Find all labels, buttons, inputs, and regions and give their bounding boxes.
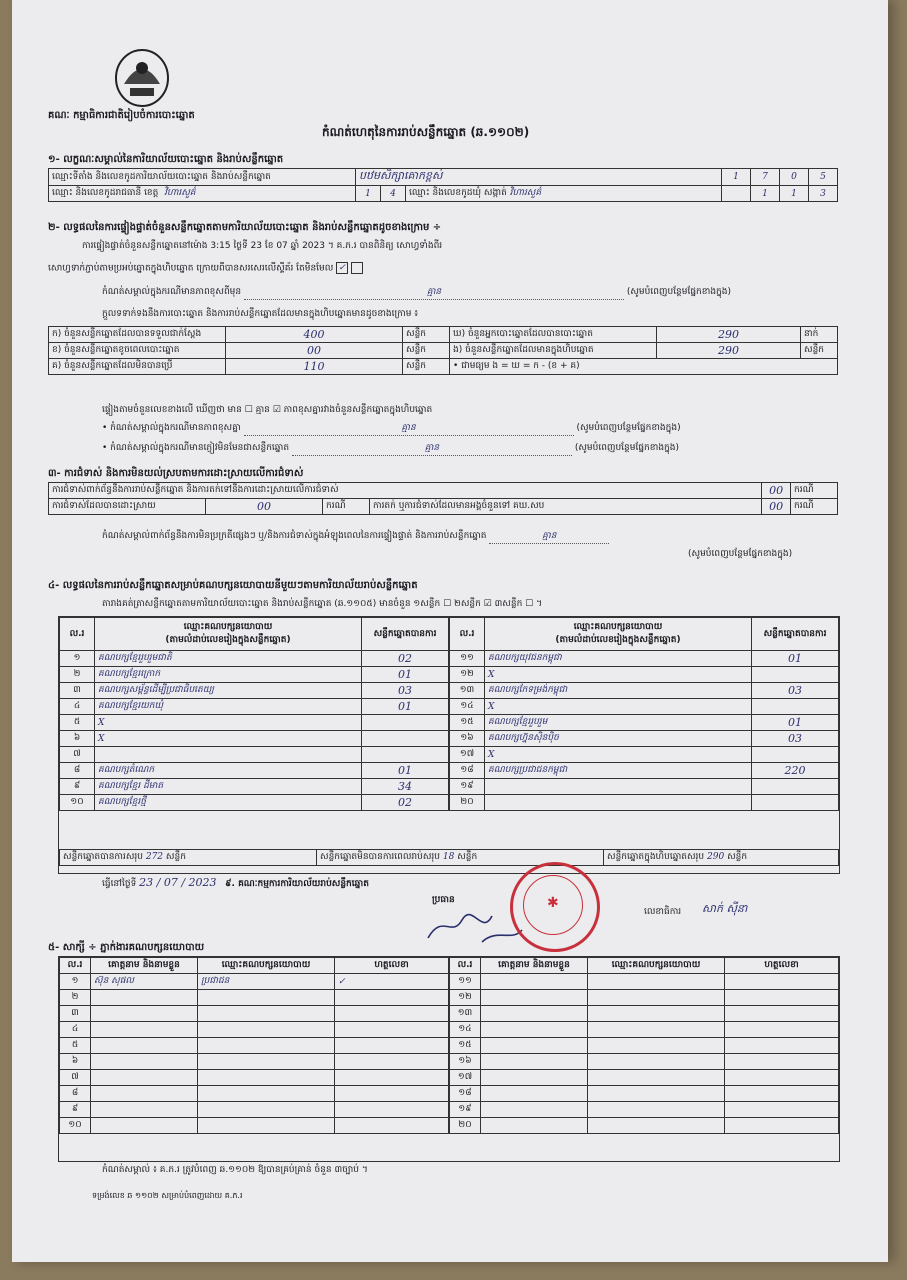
table-row — [60, 1038, 449, 1054]
col-party: ឈ្មោះគណបក្សនយោបាយ (តាមលំដាប់លេខរៀងក្នុងសន្លឹកឆ្នោត) — [95, 618, 362, 651]
unit: សន្លឹក — [801, 343, 838, 359]
witness-table-right — [449, 957, 839, 1134]
results-table-left — [59, 617, 449, 811]
table-row — [60, 651, 449, 667]
witness-signature — [335, 1070, 449, 1086]
complaints-row2-value: 00 — [206, 499, 323, 515]
d-value: 290 — [657, 327, 801, 343]
row-number: ៨ — [60, 763, 95, 779]
witness-party — [198, 1022, 335, 1038]
section4-heading: ៤- លទ្ធផលនៃការរាប់សន្លឹកឆ្នោតសម្រាប់គណបក្សនយោបាយនីមួយៗតាមការិយាល័យរាប់សន្លឹកឆ្នោត — [48, 580, 418, 591]
total-invalid: សន្លឹកឆ្នោតមិនបានការពេលរាប់សរុប 18 សន្លឹក — [317, 850, 604, 866]
col-party: ឈ្មោះគណបក្សនយោបាយ (តាមលំដាប់លេខរៀងក្នុងសន្លឹកឆ្នោត) — [485, 618, 752, 651]
row-number: ២០ — [450, 795, 485, 811]
totals-row — [59, 849, 839, 866]
table-row — [60, 1102, 449, 1118]
party-name: គណបក្សខ្មែរ ដីមាត — [95, 779, 362, 795]
location-value: បឋមសិក្សាគោកខ្ពស់ — [356, 169, 722, 186]
row-number: ១៨ — [450, 1086, 481, 1102]
code-digit: 7 — [751, 169, 780, 186]
date-line: ធ្វើនៅថ្ងៃទី 23 / 07 / 2023 ៩. គណៈកម្មការការិយាល័យរាប់សន្លឹកឆ្នោត — [102, 876, 369, 889]
ballot-count-table — [48, 326, 838, 375]
difference-note-value: គ្មាន — [244, 422, 574, 436]
formula: • ជាមធ្យម ង = ឃ = ក - (ខ + គ) — [450, 359, 838, 375]
witness-name — [91, 1086, 198, 1102]
code-digit: 0 — [780, 169, 809, 186]
witness-signature: ✓ — [335, 974, 449, 990]
code-digit: 5 — [809, 169, 838, 186]
table-row — [450, 1086, 839, 1102]
witness-party — [198, 990, 335, 1006]
col-party: ឈ្មោះគណបក្សនយោបាយ — [198, 958, 335, 974]
witness-name — [481, 1038, 588, 1054]
witness-party: ប្រជាជន — [198, 974, 335, 990]
witness-name — [91, 1070, 198, 1086]
date-value: 23 / 07 / 2023 — [139, 876, 217, 889]
vote-count: 01 — [362, 667, 449, 683]
c-label: គ) ចំនួនសន្លឹកឆ្នោតដែលមិនបានប្រើ — [49, 359, 226, 375]
fill-hint: (សូមបំពេញបន្ថែមផ្នែកខាងក្នុង) — [688, 549, 793, 559]
table-row — [450, 763, 839, 779]
province-label: ឈ្មោះ និងលេខកូដរាជធានី ខេត្ត វិហារសួគ៌ — [49, 186, 356, 202]
e-label: ង) ចំនួនសន្លឹកឆ្នោតដែលមានក្នុងហិបឆ្នោត — [450, 343, 657, 359]
e-value: 290 — [657, 343, 801, 359]
row-number: ៤ — [60, 1022, 91, 1038]
results-table-right — [449, 617, 839, 811]
table-row — [60, 747, 449, 763]
table-row — [60, 779, 449, 795]
col-votes: សន្លឹកឆ្នោតបានការ — [362, 618, 449, 651]
footnote: កំណត់សម្គាល់ ៖ គ.ភ.រ ត្រូវបំពេញ ឆ.១១០២ ឱ្យបានគ្រប់គ្រាន់ ចំនួន ៣ច្បាប់ ។ — [102, 1165, 368, 1175]
vote-count: 01 — [362, 699, 449, 715]
table-row — [60, 974, 449, 990]
row-number: ១២ — [450, 667, 485, 683]
col-votes: សន្លឹកឆ្នោតបានការ — [752, 618, 839, 651]
witness-party — [198, 1102, 335, 1118]
note-value: គ្មាន — [244, 286, 624, 300]
witness-party — [198, 1086, 335, 1102]
verification-line: ការផ្ទៀងផ្ទាត់ចំនួនសន្លឹកឆ្នោតនៅម៉ោង 3:15 ថ្ងៃទី 23 ខែ 07 ឆ្នាំ 2023 ។ គ.ភ.រ បានពិនិត្យ សោហ្វទាំងពីរ — [82, 241, 443, 251]
party-name: X — [485, 747, 752, 763]
unit: ករណី — [323, 499, 370, 515]
table-row — [60, 1054, 449, 1070]
witness-name — [91, 1006, 198, 1022]
complaints-row2b-label: ការតក់ ឬការជំទាស់ដែលមានអង្គចំនួនទៅ គឃ.សប — [370, 499, 762, 515]
vote-count: 02 — [362, 795, 449, 811]
witness-name — [481, 1070, 588, 1086]
table-row — [450, 1070, 839, 1086]
row-number: ១០ — [60, 1118, 91, 1134]
table-row — [60, 763, 449, 779]
col-party: ឈ្មោះគណបក្សនយោបាយ — [588, 958, 725, 974]
party-name — [485, 779, 752, 795]
witness-name — [481, 974, 588, 990]
party-name: គណបក្សតំណេក — [95, 763, 362, 779]
witness-party — [588, 1086, 725, 1102]
official-stamp-icon: ✱ — [510, 862, 600, 952]
witness-party — [588, 974, 725, 990]
a-label: ក) ចំនួនសន្លឹកឆ្នោតដែលបានទទួលជាក់ស្ដែង — [49, 327, 226, 343]
row-number: ១៧ — [450, 747, 485, 763]
witness-name — [481, 990, 588, 1006]
table-row — [450, 1038, 839, 1054]
section5-heading: ៥- សាក្សី ÷ ភ្នាក់ងារគណបក្សនយោបាយ — [48, 942, 205, 953]
witness-signature — [335, 1118, 449, 1134]
unit: សន្លឹក — [403, 359, 450, 375]
witness-name — [91, 1022, 198, 1038]
row-number: ៣ — [60, 683, 95, 699]
code-digit: 1 — [722, 169, 751, 186]
witness-signature — [725, 1102, 839, 1118]
table-row — [450, 1022, 839, 1038]
witness-party — [198, 1070, 335, 1086]
foreign-note-value: គ្មាន — [292, 442, 572, 456]
section1-heading: ១- លក្ខណៈសម្គាល់នៃការិយាល័យបោះឆ្នោត និងរាប់សន្លឹកឆ្នោត — [48, 154, 284, 165]
witness-party — [588, 1038, 725, 1054]
row-number: ៧ — [60, 1070, 91, 1086]
total-valid-value: 272 — [145, 852, 164, 862]
table-row — [450, 747, 839, 763]
col-signature: ហត្ថលេខា — [335, 958, 449, 974]
vote-count: 02 — [362, 651, 449, 667]
complaints-note-value: គ្មាន — [489, 530, 609, 544]
nec-emblem-icon — [112, 44, 172, 108]
form-paper — [12, 0, 888, 1262]
code-digit: 1 — [356, 186, 381, 202]
secretary-label: លេខាធិការ — [644, 907, 682, 917]
row-number: ១១ — [450, 974, 481, 990]
total-box: សន្លឹកឆ្នោតក្នុងហិបឆ្នោតសរុប 290 សន្លឹក — [604, 850, 839, 866]
row-number: ២ — [60, 667, 95, 683]
unit: ករណី — [791, 483, 838, 499]
row-number: ៦ — [60, 1054, 91, 1070]
table-row — [450, 1118, 839, 1134]
row-number: ១៤ — [450, 699, 485, 715]
unit: ករណី — [791, 499, 838, 515]
seal-line: សោហ្វទាក់ភ្ជាប់តាមប្រអប់ឆ្នោតក្នុងហិបឆ្នោត ក្រោយពីបានសរសេរលើស្ទីគ័រ តែមិនមែល ✓ — [48, 262, 363, 276]
witness-party — [588, 1070, 725, 1086]
row-number: ៥ — [60, 1038, 91, 1054]
row-number: ៥ — [60, 715, 95, 731]
table-row — [450, 699, 839, 715]
row-number: ១៣ — [450, 683, 485, 699]
table-row — [450, 990, 839, 1006]
party-name: គណបក្សខ្មែររួបរួម — [485, 715, 752, 731]
section2-heading: ២- លទ្ធផលនៃការផ្ទៀងផ្ទាត់ចំនួនសន្លឹកឆ្នោតតាមការិយាល័យបោះឆ្នោត និងរាប់សន្លឹកឆ្នោតដូចខាងក្រោម ÷ — [48, 222, 442, 233]
table-row — [60, 1022, 449, 1038]
unit: សន្លឹក — [403, 343, 450, 359]
witness-party — [588, 1022, 725, 1038]
witness-signature — [725, 1086, 839, 1102]
table-row — [60, 795, 449, 811]
table-row — [450, 795, 839, 811]
table-row — [450, 779, 839, 795]
witness-signature — [725, 990, 839, 1006]
code-digit: 4 — [381, 186, 406, 202]
vote-count — [362, 731, 449, 747]
section3-heading: ៣- ការជំទាស់ និងការមិនយល់ស្របតាមការដោះស្រាយលើការជំទាស់ — [48, 468, 304, 479]
secretary-value: សាក់ ស៊ីនា — [702, 902, 748, 915]
witness-signature — [335, 1086, 449, 1102]
party-name: គណបក្សហ្វ៊ុនស៊ិនប៉ិច — [485, 731, 752, 747]
committee-name: គណៈ កម្មាធិការជាតិរៀបចំការបោះឆ្នោត — [48, 110, 195, 121]
vote-count — [752, 795, 839, 811]
row-number: ២ — [60, 990, 91, 1006]
vote-count — [752, 779, 839, 795]
section4-subline: តារាងគត់ត្រាសន្លឹកឆ្នោតតាមការិយាល័យបោះឆ្នោត និងរាប់សន្លឹកឆ្នោត (ឆ.១១០៥) មានចំនួន ១សន្លឹក ☐ ២សន្លឹក ☑ ៣សន្លឹក ☐ ។ — [102, 599, 543, 609]
table-row — [450, 1054, 839, 1070]
witness-party — [588, 1006, 725, 1022]
col-signature: ហត្ថលេខា — [725, 958, 839, 974]
witness-party — [198, 1118, 335, 1134]
commune-value: វិហារសួគ៌ — [509, 188, 542, 198]
witness-name — [481, 1102, 588, 1118]
party-name: គណបក្សខ្មែរយកឃុំ — [95, 699, 362, 715]
witness-name — [91, 1118, 198, 1134]
province-value: វិហារសួគ៌ — [164, 188, 196, 198]
vote-count: 34 — [362, 779, 449, 795]
row-number: ១៨ — [450, 763, 485, 779]
party-name: X — [485, 699, 752, 715]
witness-signature — [725, 1070, 839, 1086]
table-row — [60, 1118, 449, 1134]
unit: សន្លឹក — [403, 327, 450, 343]
party-name: គណបក្សប្រជាជនកម្ពុជា — [485, 763, 752, 779]
witness-party — [588, 1054, 725, 1070]
d-label: ឃ) ចំនួនអ្នកបោះឆ្នោតដែលបានបោះឆ្នោត — [450, 327, 657, 343]
form-footer: ទម្រង់លេខ ឆ ១១០២ សម្រាប់បំពេញដោយ គ.ភ.រ — [92, 1191, 243, 1200]
table-row — [450, 1102, 839, 1118]
seal-checkbox[interactable]: ✓ — [336, 262, 348, 274]
witness-name — [481, 1022, 588, 1038]
witness-signature — [335, 1054, 449, 1070]
code-digit: 3 — [809, 186, 838, 202]
table-row — [60, 731, 449, 747]
witness-party — [588, 1118, 725, 1134]
party-name: X — [95, 731, 362, 747]
col-no: ល.រ — [450, 618, 485, 651]
commune-label: ឈ្មោះ និងលេខកូដឃុំ សង្កាត់ វិហារសួគ៌ — [406, 186, 722, 202]
vote-count: 03 — [752, 683, 839, 699]
complaints-row1-value: 00 — [762, 483, 791, 499]
witness-name — [91, 1054, 198, 1070]
b-value: 00 — [226, 343, 403, 359]
col-name: គោត្តនាម និងនាមខ្លួន — [481, 958, 588, 974]
row-number: ៩ — [60, 779, 95, 795]
row-number: ១៣ — [450, 1006, 481, 1022]
row-number: ១១ — [450, 651, 485, 667]
col-no: ល.រ — [60, 958, 91, 974]
party-name: គណបក្សខ្មែរក្រោក — [95, 667, 362, 683]
complaints-row2b-value: 00 — [762, 499, 791, 515]
witness-signature — [725, 1006, 839, 1022]
form-title: កំណត់ហេតុនៃការរាប់សន្លឹកឆ្នោត (ឆ.១១០២) — [322, 125, 530, 139]
party-name: X — [95, 715, 362, 731]
vote-count: 220 — [752, 763, 839, 779]
complaints-row1-label: ការជំទាស់ពាក់ព័ន្ធនឹងការរាប់សន្លឹកឆ្នោត និងការតក់ទៅនឹងការដោះស្រាយលើការជំទាស់ — [49, 483, 762, 499]
row-number: ១៤ — [450, 1022, 481, 1038]
seal-checkbox-empty[interactable] — [351, 262, 363, 274]
witness-party — [588, 990, 725, 1006]
table-row — [60, 715, 449, 731]
location-table — [48, 168, 838, 202]
witness-table-left — [59, 957, 449, 1134]
witness-name — [481, 1118, 588, 1134]
witness-name — [91, 990, 198, 1006]
table-row — [450, 683, 839, 699]
row-number: ១៥ — [450, 1038, 481, 1054]
table-row — [60, 1086, 449, 1102]
table-row — [60, 699, 449, 715]
table-row — [450, 1006, 839, 1022]
witness-signature — [335, 1022, 449, 1038]
total-valid: សន្លឹកឆ្នោតបានការសរុប 272 សន្លឹក — [60, 850, 317, 866]
row-number: ៧ — [60, 747, 95, 763]
witness-party — [198, 1038, 335, 1054]
table-row — [450, 715, 839, 731]
complaints-note: កំណត់សម្គាល់ពាក់ព័ន្ធនឹងការមិនប្រក្រតីផ្សេងៗ ឬ/និងការជំទាស់ក្នុងអំឡុងពេលនៃការផ្ទៀងផ្ទាត់ និងការរាប់សន្លឹកឆ្នោត គ្មាន — [102, 530, 862, 544]
row-number: ១៦ — [450, 1054, 481, 1070]
col-name: គោត្តនាម និងនាមខ្លួន — [91, 958, 198, 974]
table-row — [450, 667, 839, 683]
row-number: ១ — [60, 651, 95, 667]
witness-signature — [725, 1118, 839, 1134]
vote-count: 03 — [362, 683, 449, 699]
col-no: ល.រ — [60, 618, 95, 651]
table-row — [60, 1006, 449, 1022]
witness-signature — [725, 1038, 839, 1054]
row-number: ៣ — [60, 1006, 91, 1022]
witness-name: ស៊ុន សុផល — [91, 974, 198, 990]
party-name: គណបក្សខ្មែររួបរួមជាតិ — [95, 651, 362, 667]
witness-signature — [725, 1054, 839, 1070]
row-number: ១២ — [450, 990, 481, 1006]
row-number: ១៩ — [450, 1102, 481, 1118]
party-name: គណបក្សកែទម្រង់កម្ពុជា — [485, 683, 752, 699]
witness-frame — [58, 956, 840, 1162]
difference-note: • កំណត់សម្គាល់ក្នុងករណីមានភាពខុសគ្នា គ្មាន (សូមបំពេញបន្ថែមផ្នែកខាងក្នុង) — [102, 422, 852, 436]
vote-count — [752, 747, 839, 763]
results-frame — [58, 616, 840, 874]
witness-name — [481, 1086, 588, 1102]
table-row — [60, 1070, 449, 1086]
row-number: ៤ — [60, 699, 95, 715]
table-row — [450, 974, 839, 990]
code-digit: 1 — [780, 186, 809, 202]
witness-signature — [335, 1102, 449, 1118]
vote-count: 01 — [752, 651, 839, 667]
witness-party — [588, 1102, 725, 1118]
party-name — [95, 747, 362, 763]
complaints-row2-label: ការជំទាស់ដែលបានដោះស្រាយ — [49, 499, 206, 515]
witness-signature — [335, 990, 449, 1006]
row-number: ១ — [60, 974, 91, 990]
party-name: គណបក្សសម្ព័ន្ធដើម្បីប្រជាធិបតេយ្យ — [95, 683, 362, 699]
witness-name — [91, 1038, 198, 1054]
party-name: គណបក្សយុវជនកម្ពុជា — [485, 651, 752, 667]
table-row — [60, 683, 449, 699]
vote-count — [752, 699, 839, 715]
row-number: ១០ — [60, 795, 95, 811]
chair-title: ប្រធាន — [432, 895, 455, 905]
witness-signature — [725, 1022, 839, 1038]
table-row — [450, 731, 839, 747]
difference-line: ផ្ទៀងតាមចំនួនលេខខាងលើ ឃើញថា មាន ☐ គ្មាន ☑ ភាពខុសគ្នារវាងចំនួនសន្លឹកឆ្នោតក្នុងហិបឆ្នោត — [102, 405, 433, 415]
row-number: ១៩ — [450, 779, 485, 795]
vote-count — [752, 667, 839, 683]
witness-signature — [335, 1038, 449, 1054]
party-name: គណបក្សខ្មែរថ្មី — [95, 795, 362, 811]
row-number: ៩ — [60, 1102, 91, 1118]
vote-count: 01 — [752, 715, 839, 731]
vote-count: 03 — [752, 731, 839, 747]
total-invalid-value: 18 — [442, 852, 455, 862]
row-number: ៦ — [60, 731, 95, 747]
witness-name — [91, 1102, 198, 1118]
b-label: ខ) ចំនួនសន្លឹកឆ្នោតខូចពេលបោះឆ្នោត — [49, 343, 226, 359]
party-name — [485, 795, 752, 811]
complaints-table — [48, 482, 838, 515]
vote-count — [362, 747, 449, 763]
witness-name — [481, 1054, 588, 1070]
code-spacer — [722, 186, 751, 202]
note-line: កំណត់សម្គាល់ក្នុងករណីមានភាពខុសពីមុន គ្មាន (សូមបំពេញបន្ថែមផ្នែកខាងក្នុង) — [102, 286, 852, 300]
row-number: ១៧ — [450, 1070, 481, 1086]
a-value: 400 — [226, 327, 403, 343]
vote-count: 01 — [362, 763, 449, 779]
row-number: ១៥ — [450, 715, 485, 731]
foreign-note: • កំណត់សម្គាល់ក្នុងករណីមានភ្ញៀវមិនមែនជាសន្លឹកឆ្នោត គ្មាន (សូមបំពេញបន្ថែមផ្នែកខាងក្នុង) — [102, 442, 852, 456]
witness-party — [198, 1054, 335, 1070]
row-number: ៨ — [60, 1086, 91, 1102]
witness-name — [481, 1006, 588, 1022]
location-label: ឈ្មោះទីតាំង និងលេខកូដការិយាល័យបោះឆ្នោត និងរាប់សន្លឹកឆ្នោត — [49, 169, 356, 186]
table-row — [60, 667, 449, 683]
results-intro: ក្ដួលទទាក់ទងនឹងការបោះឆ្នោត និងការរាប់សន្លឹកឆ្នោតដែលមានក្នុងហិបឆ្នោតមានដូចខាងក្រោម ៖ — [102, 309, 419, 319]
unit: នាក់ — [801, 327, 838, 343]
code-digit: 1 — [751, 186, 780, 202]
c-value: 110 — [226, 359, 403, 375]
witness-signature — [335, 1006, 449, 1022]
col-no: ល.រ — [450, 958, 481, 974]
party-name: X — [485, 667, 752, 683]
total-box-value: 290 — [707, 852, 725, 862]
vote-count — [362, 715, 449, 731]
row-number: ២០ — [450, 1118, 481, 1134]
table-row — [60, 990, 449, 1006]
table-row — [450, 651, 839, 667]
row-number: ១៦ — [450, 731, 485, 747]
witness-signature — [725, 974, 839, 990]
witness-party — [198, 1006, 335, 1022]
